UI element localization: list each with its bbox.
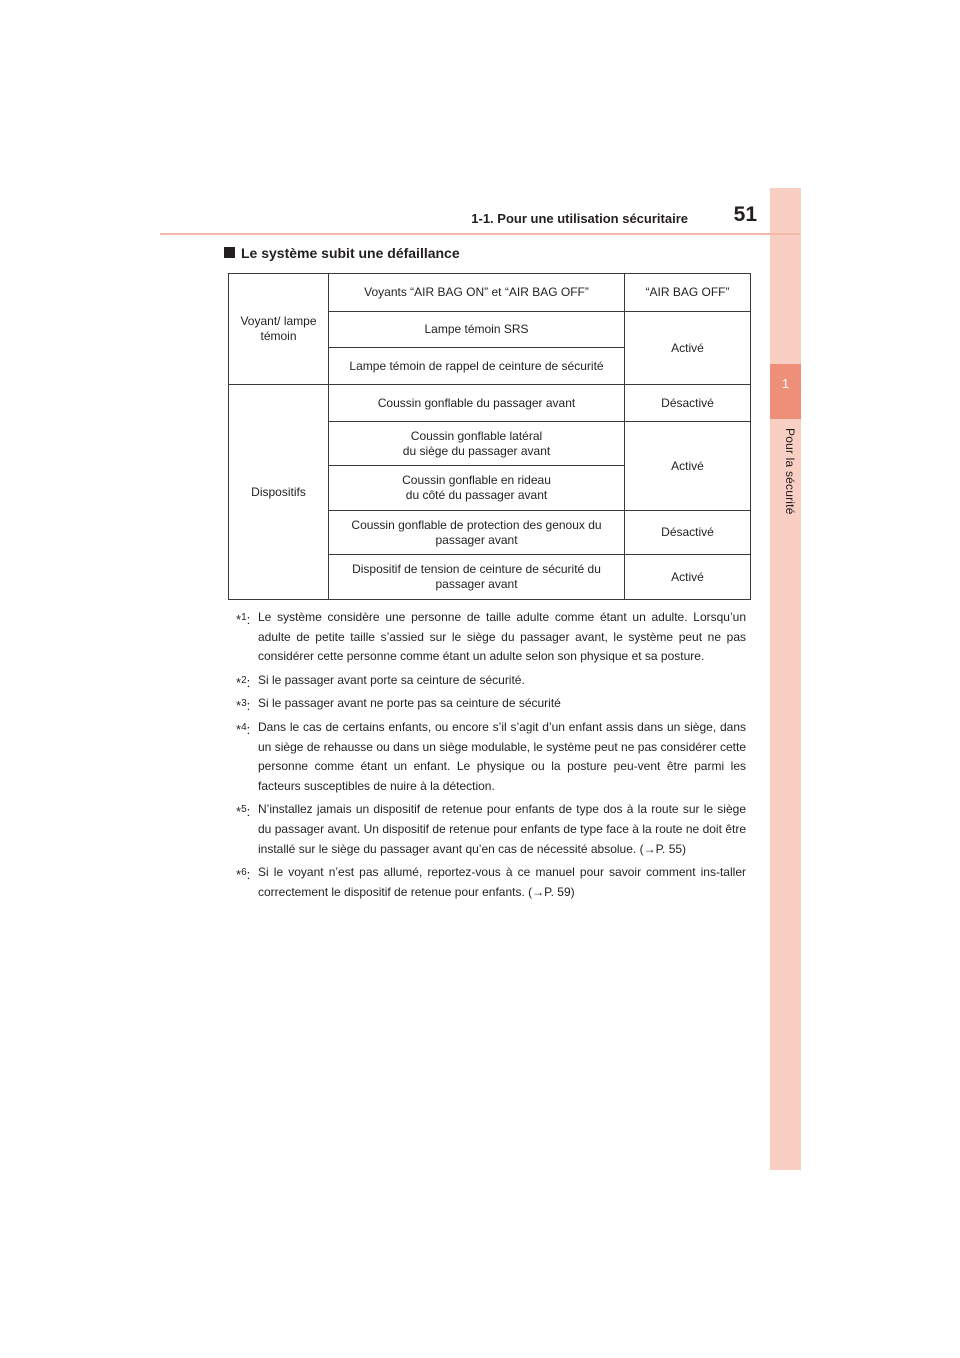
group-label-devices: Dispositifs (229, 385, 329, 600)
section-heading-text: Le système subit une défaillance (241, 245, 460, 261)
table-cell (329, 466, 625, 511)
cell-line: du côté du passager avant (405, 488, 548, 502)
section-heading (224, 245, 460, 261)
table-cell: “AIR BAG OFF” (625, 274, 751, 312)
footnote-4 (228, 718, 746, 796)
footnote-marker: *$^1$: (236, 612, 251, 627)
footnote-marker: *$^5$: (236, 804, 251, 820)
table-cell: Activé (625, 422, 751, 511)
footnotes (228, 608, 746, 906)
table-cell: Désactivé (625, 385, 751, 422)
table-cell: Voyants “AIR BAG ON” et “AIR BAG OFF” (329, 274, 625, 312)
footnote-text: Si le passager avant porte sa ceinture de sécurité. (258, 672, 525, 687)
table-cell (329, 555, 625, 600)
footnote-text: Le système considère une personne de taille adulte comme étant un adulte. Lorsqu’un adulte de petite taille s’assied sur le siège du passager avant, le système peut ne pas considérer cette personne comme étant un adulte selon son physique et sa posture. (258, 610, 746, 664)
cell-line: du siège du passager avant (402, 443, 551, 458)
table-cell (329, 511, 625, 555)
side-tab-chapter-marker (770, 364, 801, 419)
cell-line: Coussin gonflable en rideau (402, 473, 551, 487)
group-label-indicators: Voyant/ lampe témoin (229, 274, 329, 385)
cell-line: passager avant (435, 577, 518, 591)
footnote-text: N’installez jamais un dispositif de retenue pour enfants de type dos à la route sur le siège du passager avant. Un dispositif de retenue pour enfants de type face à la route ne doit être installé sur le siège du passager avant qu’en cas de nécessité absolue. (→P. 55) (258, 802, 746, 856)
side-tab-chapter-label: Pour la sécurité (783, 428, 797, 515)
footnote-6 (228, 863, 746, 902)
table-row (229, 385, 751, 422)
table-row (229, 274, 751, 312)
footnote-2 (228, 671, 746, 691)
table-cell: Désactivé (625, 511, 751, 555)
footnote-marker: *$^3$: (236, 698, 251, 714)
footnote-marker: *$^6$: (236, 867, 251, 883)
header-title: 1-1. Pour une utilisation sécuritaire (471, 211, 688, 226)
footnote-5 (228, 800, 746, 859)
table-cell: Activé (625, 555, 751, 600)
side-tab-chapter-number: 1 (781, 376, 790, 391)
table-cell: Coussin gonflable du passager avant (329, 385, 625, 422)
footnote-1 (228, 608, 746, 667)
table-cell: Lampe témoin de rappel de ceinture de sécurité (329, 348, 625, 385)
side-tab-strip (770, 188, 801, 1170)
footnote-text: Dans le cas de certains enfants, ou encore s’il s’agit d’un enfant assis dans un siège, dans un siège de rehausse ou dans un siège modulable, le système peut ne pas considérer cette personne comme étant un enfant. Le physique ou la posture peu-vent être parmi les facteurs susceptibles de nuire à la détection. (258, 719, 746, 793)
footnote-marker: *$^4$: (236, 721, 251, 737)
square-bullet-icon (224, 247, 235, 258)
cell-line: Dispositif de tension de ceinture de sécurité du (352, 562, 601, 576)
table-cell: Lampe témoin SRS (329, 312, 625, 348)
header-rule (160, 233, 800, 235)
table-cell (329, 422, 625, 466)
status-table (228, 273, 751, 600)
footnote-marker: *$^2$: (236, 674, 251, 690)
cell-line: Coussin gonflable de protection des genoux du (351, 517, 602, 532)
cell-line: Coussin gonflable latéral (410, 428, 543, 443)
cell-line: passager avant (435, 532, 518, 547)
footnote-3 (228, 694, 746, 714)
footnote-text: Si le voyant n’est pas allumé, reportez-vous à ce manuel pour savoir comment ins-taller correctement le dispositif de retenue pour enfants. (→P. 59) (258, 865, 746, 899)
footnote-text: Si le passager avant ne porte pas sa ceinture de sécurité (258, 696, 561, 711)
table-cell: Activé (625, 312, 751, 385)
page-number: 51 (733, 203, 757, 226)
